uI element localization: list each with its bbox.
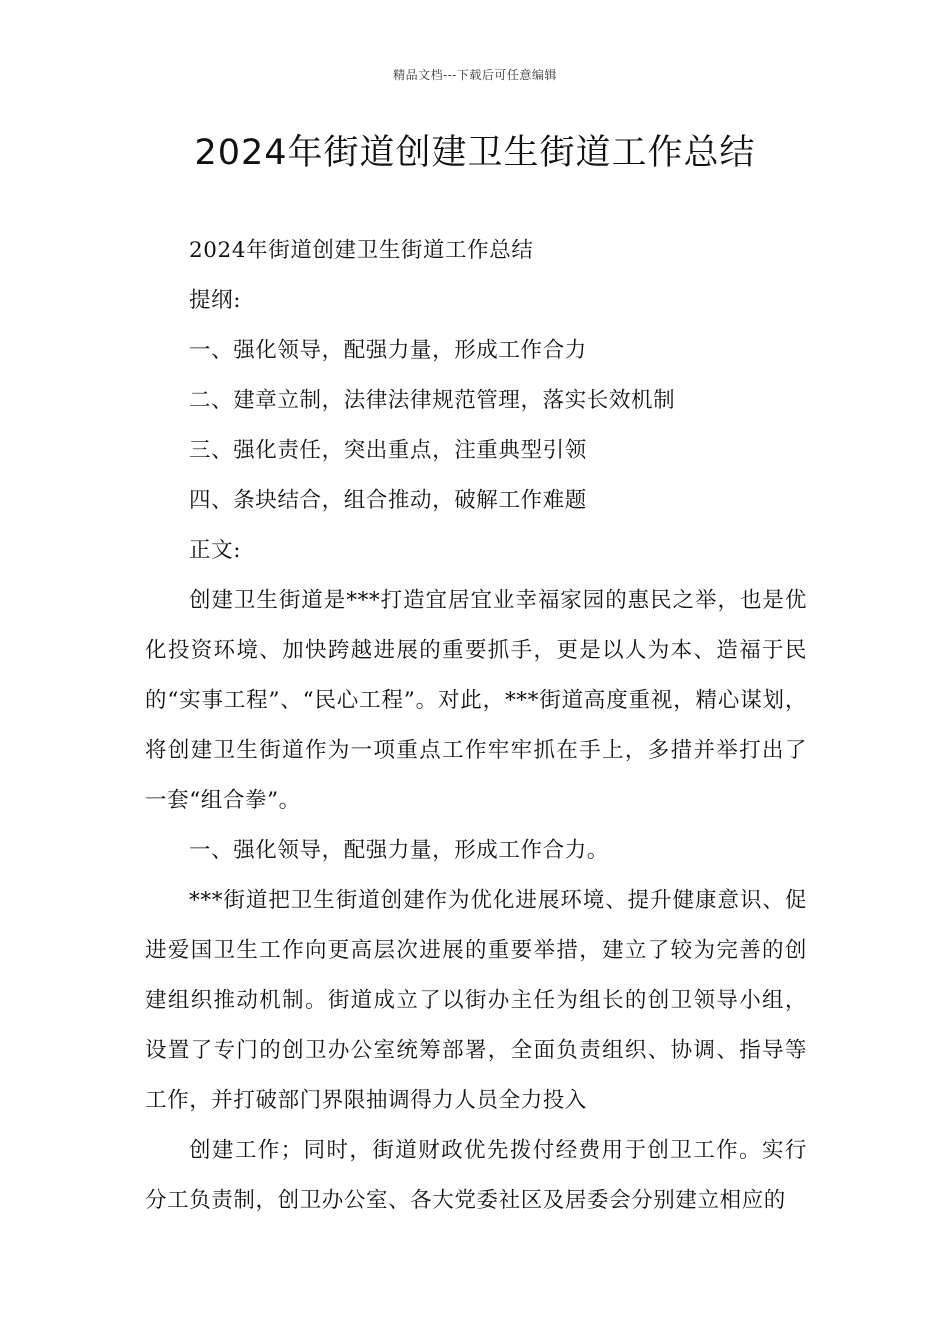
outline-label: 提纲: <box>189 288 242 313</box>
body-label: 正文: <box>189 538 242 563</box>
section-heading-1: 一、强化领导，配强力量，形成工作合力。 <box>189 838 609 863</box>
outline-item-2: 二、建章立制，法律法律规范管理，落实长效机制 <box>189 388 676 413</box>
outline-item-4: 四、条块结合，组合推动，破解工作难题 <box>189 488 587 513</box>
document-title: 2024年街道创建卫生街道工作总结 <box>194 133 756 173</box>
outline-item-3: 三、强化责任，突出重点，注重典型引领 <box>189 438 587 463</box>
paragraph-3: 创建工作；同时，街道财政优先拨付经费用于创卫工作。实行分工负责制，创卫办公室、各大党委社区及居委会分别建立相应的 <box>145 1138 807 1213</box>
header-note: 精品文档---下载后可任意编辑 <box>393 68 557 82</box>
outline-item-1: 一、强化领导，配强力量，形成工作合力 <box>189 338 587 363</box>
paragraph-2: ***街道把卫生街道创建作为优化进展环境、提升健康意识、促进爱国卫生工作向更高层次进展的重要举措，建立了较为完善的创建组织推动机制。街道成立了以街办主任为组长的创卫领导小组，设置了专门的创卫办公室统筹部署，全面负责组织、协调、指导等工作，并打破部门界限抽调得力人员全力投入 <box>145 888 807 1113</box>
document-body <box>145 226 807 1226</box>
subtitle-line: 2024年街道创建卫生街道工作总结 <box>189 238 534 263</box>
paragraph-1: 创建卫生街道是***打造宜居宜业幸福家园的惠民之举，也是优化投资环境、加快跨越进展的重要抓手，更是以人为本、造福于民的“实事工程”、“民心工程”。对此，***街道高度重视，精心谋划，将创建卫生街道作为一项重点工作牢牢抓在手上，多措并举打出了一套“组合拳”。 <box>145 588 807 813</box>
